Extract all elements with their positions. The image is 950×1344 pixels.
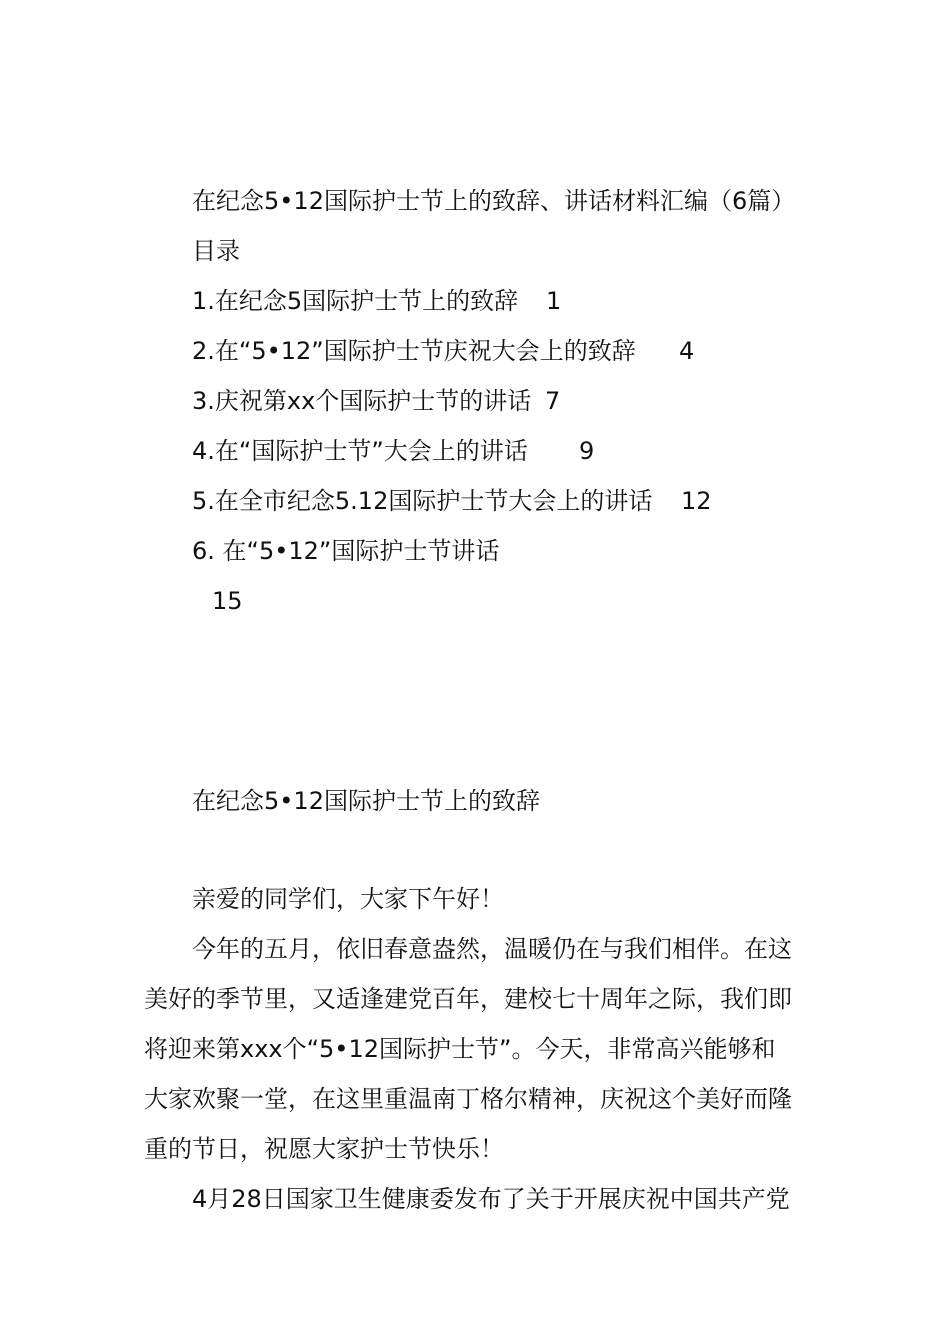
- body-line: 4月28日国家卫生健康委发布了关于开展庆祝中国共产党: [192, 1185, 790, 1213]
- toc-item-2-page: 4: [679, 337, 695, 365]
- body-line: 今年的五月，依旧春意盎然，温暖仍在与我们相伴。在这: [192, 935, 792, 963]
- toc-item-4-label[interactable]: 4.在“国际护士节”大会上的讲话: [192, 437, 528, 465]
- body-line: 大家欢聚一堂，在这里重温南丁格尔精神，庆祝这个美好而隆: [144, 1085, 792, 1113]
- toc-item-1-page: 1: [546, 287, 562, 315]
- toc-item-5-label[interactable]: 5.在全市纪念5.12国际护士节大会上的讲话: [192, 487, 653, 515]
- toc-item-5-page: 12: [681, 487, 712, 515]
- section-title: 在纪念5•12国际护士节上的致辞: [192, 787, 540, 815]
- toc-item-1-label[interactable]: 1.在纪念5国际护士节上的致辞: [192, 287, 519, 315]
- toc-item-6-label[interactable]: 6. 在“5•12”国际护士节讲话: [192, 537, 500, 565]
- toc-heading: 目录: [192, 237, 240, 265]
- toc-item-3-page: 7: [545, 387, 561, 415]
- toc-item-2-label[interactable]: 2.在“5•12”国际护士节庆祝大会上的致辞: [192, 337, 636, 365]
- body-line: 重的节日，祝愿大家护士节快乐！: [144, 1135, 504, 1163]
- toc-item-6-page: 15: [212, 587, 243, 615]
- toc-item-3-label[interactable]: 3.庆祝第xx个国际护士节的讲话: [192, 387, 532, 415]
- body-line: 将迎来第xxx个“5•12国际护士节”。今天，非常高兴能够和: [144, 1035, 776, 1063]
- greeting-line: 亲爱的同学们，大家下午好！: [192, 885, 504, 913]
- toc-item-4-page: 9: [579, 437, 595, 465]
- body-line: 美好的季节里，又适逢建党百年，建校七十周年之际，我们即: [144, 985, 792, 1013]
- document-title: 在纪念5•12国际护士节上的致辞、讲话材料汇编（6篇）: [192, 187, 796, 215]
